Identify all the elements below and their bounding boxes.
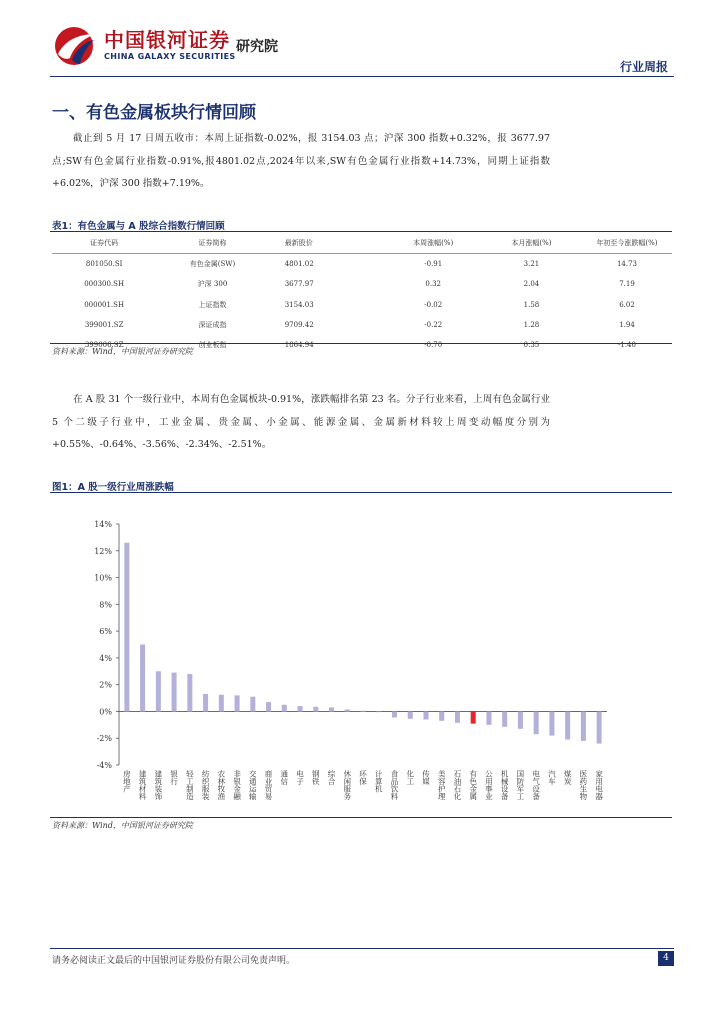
table-cell: -0.91 — [424, 260, 443, 269]
table-cell: 399006.SZ — [84, 341, 124, 350]
bar — [518, 711, 523, 728]
x-tick-label: 美容护理 — [437, 770, 447, 800]
bar — [471, 711, 476, 723]
bar — [376, 711, 381, 712]
y-tick-label: 6% — [99, 627, 112, 637]
x-tick-label: 煤炭 — [563, 770, 573, 785]
index-review-table — [52, 233, 672, 355]
table-cell: 9709.42 — [284, 321, 314, 330]
bar — [455, 711, 460, 722]
page-number: 4 — [658, 951, 674, 966]
x-tick-label: 家用电器 — [594, 770, 604, 800]
bar — [140, 645, 145, 712]
bar — [172, 673, 177, 712]
x-tick-label: 轻工制造 — [185, 770, 195, 800]
x-tick-label: 银行 — [169, 770, 179, 785]
table-row — [52, 274, 672, 294]
bar — [345, 709, 350, 711]
col-header: 证券代码 — [52, 233, 156, 254]
figure-source: 资料来源：Wind，中国银河证券研究院 — [52, 821, 193, 830]
bar — [187, 674, 192, 711]
table-row — [52, 295, 672, 315]
x-tick-label: 环保 — [358, 770, 368, 785]
col-header: 证券简称 — [156, 233, 268, 254]
x-tick-label: 休闲服务 — [342, 770, 352, 800]
x-tick-label: 商业贸易 — [264, 770, 274, 800]
bar — [408, 711, 413, 718]
table-cell: 7.19 — [619, 280, 635, 289]
bar — [203, 694, 208, 711]
bar — [502, 711, 507, 726]
bar — [219, 695, 224, 712]
bar — [392, 711, 397, 717]
x-tick-label: 计算机 — [374, 770, 384, 793]
table-cell: 14.73 — [616, 260, 638, 269]
table-cell: 1.58 — [523, 300, 540, 309]
org-name-en: CHINA GALAXY SECURITIES — [104, 52, 236, 61]
industry-weekly-change-chart — [52, 500, 672, 812]
table-caption: 表1：有色金属与 A 股综合指数行情回顾 — [52, 221, 225, 232]
col-header: 本月涨幅(%) — [481, 233, 582, 254]
bar — [549, 711, 554, 735]
col-header: 年初至今涨跌幅(%) — [582, 233, 672, 254]
table-cell: 0.32 — [425, 280, 442, 289]
y-tick-label: 4% — [99, 653, 112, 663]
y-tick-label: -4% — [96, 761, 112, 770]
footer-divider — [50, 948, 674, 949]
table-cell: 0.35 — [523, 341, 540, 350]
x-tick-label: 食品饮料 — [389, 770, 399, 800]
x-tick-label: 电子 — [295, 770, 305, 785]
y-tick-label: 12% — [94, 546, 112, 556]
bar — [361, 711, 366, 712]
section-title: 一、有色金属板块行情回顾 — [52, 103, 256, 123]
bar — [597, 711, 602, 743]
table-cell: 1864.94 — [284, 341, 314, 350]
header-divider — [50, 76, 674, 77]
x-tick-label: 汽车 — [547, 770, 557, 785]
x-tick-label: 国防军工 — [515, 770, 525, 800]
table-cell: 沪深 300 — [197, 280, 228, 289]
table-cell: -0.70 — [424, 341, 443, 350]
org-name-cn: 中国银河证券 — [104, 28, 230, 52]
bar — [565, 711, 570, 739]
table-bottom-rule — [50, 343, 672, 344]
bar — [266, 702, 271, 711]
table-cell: 3154.03 — [284, 300, 314, 309]
figure-top-rule — [50, 492, 672, 493]
x-tick-label: 非银金融 — [232, 770, 242, 800]
x-tick-label: 交通运输 — [248, 770, 258, 800]
x-tick-label: 传媒 — [421, 770, 431, 785]
y-tick-label: 10% — [94, 573, 112, 583]
bar — [313, 707, 318, 712]
table-cell: -0.02 — [424, 300, 443, 309]
table-cell: 801050.SI — [85, 260, 123, 269]
bar — [124, 543, 129, 712]
org-subtitle: 研究院 — [236, 39, 278, 55]
table-cell: 4801.02 — [284, 260, 314, 269]
table-cell: 3677.97 — [284, 280, 314, 289]
x-tick-label: 电气设备 — [531, 770, 541, 800]
summary-paragraph: 截止到 5 月 17 日周五收市：本周上证指数-0.02%，报 3154.03 点；沪深 300 指数+0.32%，报 3677.97点;SW有色金属行业指数-0.91%,报4801.02点,2024年以来,SW有色金属行业指数+14.73%，同期上证指数+6.02%，沪深 300 指数+7.19%。 — [52, 133, 550, 189]
bar — [282, 705, 287, 712]
bar — [486, 711, 491, 724]
bar — [298, 706, 303, 711]
industry-paragraph: 在 A 股 31 个一级行业中，本周有色金属板块-0.91%，涨跌幅排名第 23 名。分子行业来看，上周有色金属行业 5 个二级子行业中，工业金属、贵金属、小金属、能源金属、金属新材料较上周变动幅度分别为+0.55%、-0.64%、-3.56%、-2.34%、-2.51%。 — [52, 394, 550, 450]
bar — [439, 711, 444, 720]
x-tick-label: 通信 — [279, 770, 289, 785]
x-tick-label: 钢铁 — [311, 770, 321, 785]
bar — [156, 671, 161, 711]
x-tick-label: 建筑材料 — [138, 770, 148, 800]
table-header-row — [52, 233, 672, 254]
x-tick-label: 综合 — [327, 770, 337, 785]
table-cell: 有色金属(SW) — [189, 260, 236, 269]
x-tick-label: 石油石化 — [452, 770, 462, 800]
bar — [581, 711, 586, 740]
table-cell: 1.28 — [523, 321, 540, 330]
bar — [423, 711, 428, 719]
table-cell: 000001.SH — [84, 300, 125, 309]
table-source: 资料来源：Wind，中国银河证券研究院 — [52, 347, 193, 356]
bar — [250, 697, 255, 712]
y-tick-label: 0% — [99, 707, 112, 717]
col-header: 本周涨幅(%) — [385, 233, 480, 254]
x-tick-label: 公用事业 — [484, 770, 494, 800]
table-cell: 1.94 — [619, 321, 635, 330]
report-type: 行业周报 — [619, 60, 668, 74]
x-tick-label: 农林牧渔 — [216, 770, 226, 800]
table-cell: 3.21 — [523, 260, 540, 269]
figure-caption: 图1：A 股一级行业周涨跌幅 — [52, 482, 174, 493]
table-row — [52, 254, 672, 275]
y-tick-label: 14% — [94, 520, 112, 529]
table-top-rule — [50, 231, 672, 232]
x-tick-label: 房地产 — [122, 770, 132, 793]
bar — [329, 707, 334, 711]
galaxy-logo-icon — [52, 24, 100, 68]
figure-bottom-rule — [50, 817, 672, 818]
table-row — [52, 315, 672, 335]
table-cell: 399001.SZ — [84, 321, 124, 330]
x-tick-label: 建筑装饰 — [153, 770, 163, 800]
table-cell: 6.02 — [619, 300, 635, 309]
table-cell: -1.40 — [618, 341, 636, 350]
table-cell: 000300.SH — [84, 280, 125, 289]
disclaimer-text: 请务必阅读正文最后的中国银河证券股份有限公司免责声明。 — [52, 956, 296, 966]
bar — [534, 711, 539, 734]
y-tick-label: -2% — [96, 734, 112, 744]
x-tick-label: 医药生物 — [578, 770, 588, 800]
y-tick-label: 8% — [99, 600, 112, 610]
table-cell: -0.22 — [424, 321, 443, 330]
x-tick-label: 机械设备 — [500, 770, 510, 800]
x-tick-label: 有色金属 — [468, 770, 478, 800]
bar — [235, 695, 240, 711]
table-cell: 深证成指 — [198, 321, 227, 330]
x-tick-label: 纺织服装 — [201, 770, 211, 800]
table-cell: 2.04 — [523, 280, 540, 289]
table-cell: 上证指数 — [198, 300, 227, 309]
company-logo — [52, 24, 312, 70]
table-cell: 创业板指 — [198, 341, 227, 350]
y-tick-label: 2% — [99, 680, 112, 690]
x-tick-label: 化工 — [405, 770, 415, 785]
col-header: 最新股价 — [269, 233, 386, 254]
